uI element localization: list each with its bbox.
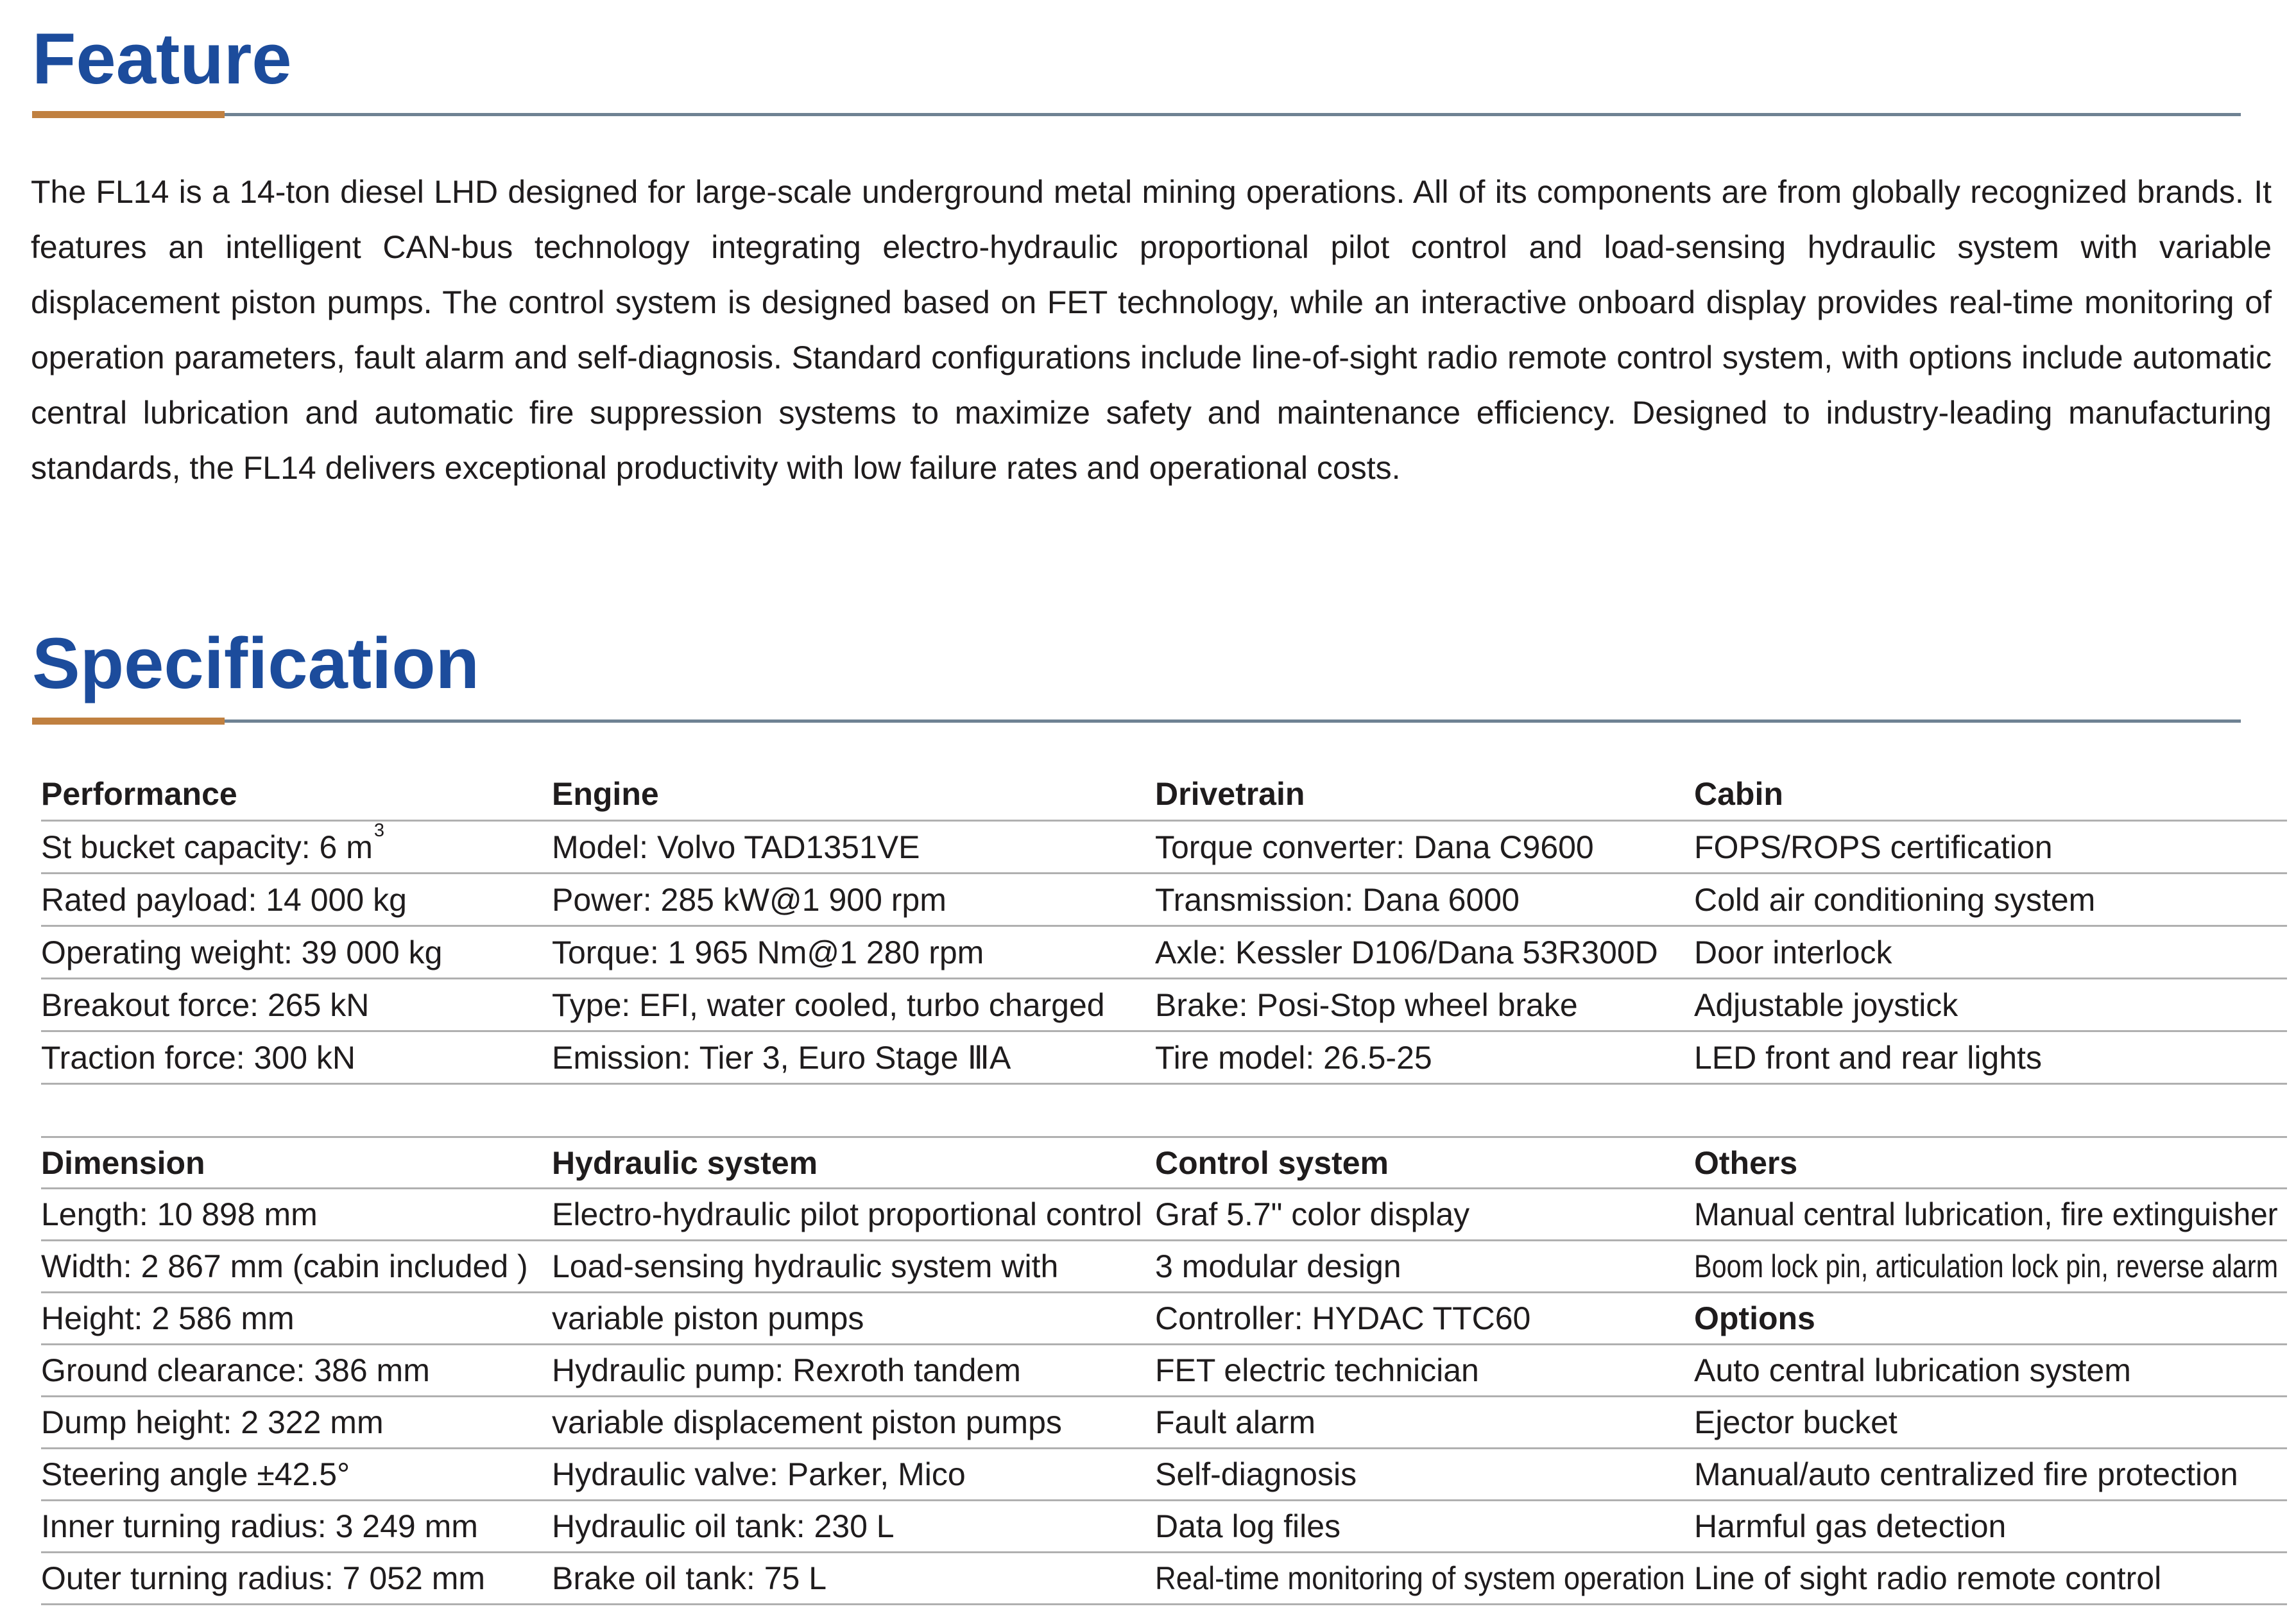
spec-cell — [41, 1553, 552, 1605]
spec-cell-text: Steering angle ±42.5° — [41, 1456, 350, 1492]
spec-cell — [552, 1553, 1155, 1605]
spec-cell-text: Tire model: 26.5-25 — [1155, 1039, 1432, 1076]
spec-cell-text: Inner turning radius: 3 249 mm — [41, 1508, 478, 1544]
spec-cell-text: Options — [1694, 1300, 1815, 1336]
spec-cell — [1694, 1397, 2287, 1449]
column-header-dimension — [41, 1138, 552, 1189]
spec-cell — [1694, 1501, 2287, 1553]
spec-cell — [1694, 1241, 2287, 1293]
spec-cell — [552, 874, 1155, 927]
spec-cell-text: Line of sight radio remote control — [1694, 1560, 2162, 1596]
spec-cell-text: Controller: HYDAC TTC60 — [1155, 1300, 1531, 1336]
spec-cell — [552, 1189, 1155, 1241]
superscript: 3 — [373, 822, 385, 841]
spec-cell-text: Rated payload: 14 000 kg — [41, 881, 407, 918]
column-header-cabin — [1694, 768, 2287, 822]
spec-cell-text: Hydraulic pump: Rexroth tandem — [552, 1352, 1021, 1388]
spec-cell-text: Manual central lubrication, fire extinguisher — [1694, 1196, 2278, 1232]
spec-cell — [552, 1032, 1155, 1085]
spec-cell-text: Length: 10 898 mm — [41, 1196, 318, 1232]
spec-cell — [1155, 1501, 1694, 1553]
spec-cell-text: FOPS/ROPS certification — [1694, 829, 2053, 865]
spec-cell — [41, 1397, 552, 1449]
column-header-drivetrain — [1155, 768, 1694, 822]
specification-underline-accent — [32, 718, 225, 725]
spec-cell-text: Harmful gas detection — [1694, 1508, 2007, 1544]
spec-cell — [1694, 1189, 2287, 1241]
column-header-label: Others — [1694, 1144, 1798, 1181]
feature-underline — [32, 110, 2241, 118]
spec-cell — [1694, 1553, 2287, 1605]
spec-cell — [1694, 874, 2287, 927]
spec-cell — [1694, 1293, 2287, 1345]
spec-cell — [1155, 1241, 1694, 1293]
spec-cell-text: Adjustable joystick — [1694, 986, 1958, 1023]
spec-cell — [1694, 822, 2287, 874]
spec-cell — [1694, 979, 2287, 1032]
spec-cell-text: Data log files — [1155, 1508, 1341, 1544]
spec-cell — [41, 822, 552, 874]
spec-cell-text: Emission: Tier 3, Euro Stage ⅢA — [552, 1039, 1011, 1076]
spec-cell-text: Self-diagnosis — [1155, 1456, 1357, 1492]
spec-cell-text: Model: Volvo TAD1351VE — [552, 829, 920, 865]
column-header-hydraulic-system — [552, 1138, 1155, 1189]
spec-cell-text: Height: 2 586 mm — [41, 1300, 295, 1336]
spec-cell — [552, 1449, 1155, 1501]
spec-cell — [552, 822, 1155, 874]
spec-cell — [1155, 1189, 1694, 1241]
spec-cell — [41, 1189, 552, 1241]
spec-cell-text: Ejector bucket — [1694, 1404, 1898, 1440]
spec-cell-text: Fault alarm — [1155, 1404, 1316, 1440]
spec-cell-text: variable displacement piston pumps — [552, 1404, 1062, 1440]
spec-cell-text: Hydraulic oil tank: 230 L — [552, 1508, 895, 1544]
spec-cell-text: Torque converter: Dana C9600 — [1155, 829, 1594, 865]
spec-cell-text: Auto central lubrication system — [1694, 1352, 2131, 1388]
spec-cell-text: Boom lock pin, articulation lock pin, reverse alarm — [1694, 1248, 2279, 1284]
specification-underline-line — [225, 719, 2241, 723]
spec-cell-text: Torque: 1 965 Nm@1 280 rpm — [552, 934, 984, 970]
spec-cell — [41, 1241, 552, 1293]
spec-cell-text: Width: 2 867 mm (cabin included ) — [41, 1248, 528, 1284]
spec-cell — [552, 1293, 1155, 1345]
spec-cell-text: Transmission: Dana 6000 — [1155, 881, 1520, 918]
spec-cell — [41, 1449, 552, 1501]
feature-underline-line — [225, 113, 2241, 116]
spec-cell — [552, 1345, 1155, 1397]
spec-cell-text: Hydraulic valve: Parker, Mico — [552, 1456, 966, 1492]
spec-cell-text: Operating weight: 39 000 kg — [41, 934, 443, 970]
column-header-label: Dimension — [41, 1144, 205, 1181]
column-header-performance — [41, 768, 552, 822]
feature-paragraph: The FL14 is a 14-ton diesel LHD designed for large-scale underground metal mining operations. All of its components are from globally recognized brands. It features an intelligent CAN-bus technology integrating electro-hydraulic proportional pilot control and load-sensing hydraulic system with variable displacement piston pumps. The control system is designed based on FET technology, while an interactive onboard display provides real-time monitoring of operation parameters, fault alarm and self-diagnosis. Standard configurations include line-of-sight radio remote control system, with options include automatic central lubrication and automatic fire suppression systems to maximize safety and maintenance efficiency. Designed to industry-leading manufacturing standards, the FL14 delivers exceptional productivity with low failure rates and operational costs. — [31, 174, 2272, 486]
specification-underline — [32, 717, 2241, 725]
spec-cell-text: Manual/auto centralized fire protection — [1694, 1456, 2238, 1492]
spec-cell-text: Electro-hydraulic pilot proportional control — [552, 1196, 1142, 1232]
spec-cell — [41, 1501, 552, 1553]
spec-cell — [1155, 979, 1694, 1032]
spec-cell — [552, 927, 1155, 979]
spec-cell-text: Brake oil tank: 75 L — [552, 1560, 827, 1596]
spec-cell — [552, 979, 1155, 1032]
spec-cell — [1694, 1345, 2287, 1397]
column-header-label: Performance — [41, 775, 237, 812]
spec-cell-text: 3 modular design — [1155, 1248, 1401, 1284]
spec-cell — [1694, 927, 2287, 979]
spec-cell-text: Traction force: 300 kN — [41, 1039, 356, 1076]
column-header-others — [1694, 1138, 2287, 1189]
spec-cell-text: Real-time monitoring of system operation — [1155, 1560, 1685, 1596]
column-header-label: Hydraulic system — [552, 1144, 818, 1181]
column-header-label: Engine — [552, 775, 659, 812]
column-header-engine — [552, 768, 1155, 822]
spec-cell-text: St bucket capacity: 6 m — [41, 829, 373, 865]
spec-cell — [41, 822, 385, 866]
spec-cell — [1155, 874, 1694, 927]
spec-cell-text: Breakout force: 265 kN — [41, 986, 370, 1023]
spec-cell-text: Load-sensing hydraulic system with — [552, 1248, 1059, 1284]
spec-cell-text: Axle: Kessler D106/Dana 53R300D — [1155, 934, 1658, 970]
spec-cell — [552, 1241, 1155, 1293]
column-header-control-system — [1155, 1138, 1694, 1189]
spec-cell — [41, 874, 552, 927]
spec-cell — [552, 1501, 1155, 1553]
spec-cell — [1694, 1449, 2287, 1501]
spec-cell — [41, 1345, 552, 1397]
spec-cell-text: Cold air conditioning system — [1694, 881, 2096, 918]
spec-cell-text: variable piston pumps — [552, 1300, 864, 1336]
spec-cell — [1155, 1553, 1694, 1605]
spec-cell-text: LED front and rear lights — [1694, 1039, 2042, 1076]
spec-cell — [41, 927, 552, 979]
spec-cell-text: Power: 285 kW@1 900 rpm — [552, 881, 947, 918]
spec-cell — [552, 1397, 1155, 1449]
spec-cell — [41, 1032, 552, 1085]
spec-cell-text: Outer turning radius: 7 052 mm — [41, 1560, 485, 1596]
spec-cell — [1155, 822, 1694, 874]
spec-table-performance-section — [41, 768, 2287, 1085]
spec-cell — [1155, 927, 1694, 979]
spec-cell — [41, 979, 552, 1032]
spec-cell — [1155, 1345, 1694, 1397]
column-header-label: Drivetrain — [1155, 775, 1305, 812]
spec-cell-text: Graf 5.7" color display — [1155, 1196, 1470, 1232]
spec-cell — [1155, 1397, 1694, 1449]
spec-cell — [1694, 1032, 2287, 1085]
spec-cell — [1155, 1032, 1694, 1085]
feature-underline-accent — [32, 111, 225, 118]
spec-cell-text: Type: EFI, water cooled, turbo charged — [552, 986, 1105, 1023]
spec-cell — [41, 1293, 552, 1345]
specification-title: Specification — [32, 623, 480, 703]
spec-cell — [1155, 1293, 1694, 1345]
spec-cell-text: Dump height: 2 322 mm — [41, 1404, 384, 1440]
spec-cell-text: Brake: Posi-Stop wheel brake — [1155, 986, 1578, 1023]
column-header-label: Cabin — [1694, 775, 1783, 812]
spec-cell-text: Ground clearance: 386 mm — [41, 1352, 430, 1388]
feature-title: Feature — [32, 19, 292, 99]
spec-table-dimension-section — [41, 1136, 2287, 1605]
spec-cell — [1694, 1300, 1815, 1337]
spec-cell-text: FET electric technician — [1155, 1352, 1479, 1388]
spec-cell — [1155, 1449, 1694, 1501]
spec-cell-text: Door interlock — [1694, 934, 1892, 970]
column-header-label: Control system — [1155, 1144, 1389, 1181]
